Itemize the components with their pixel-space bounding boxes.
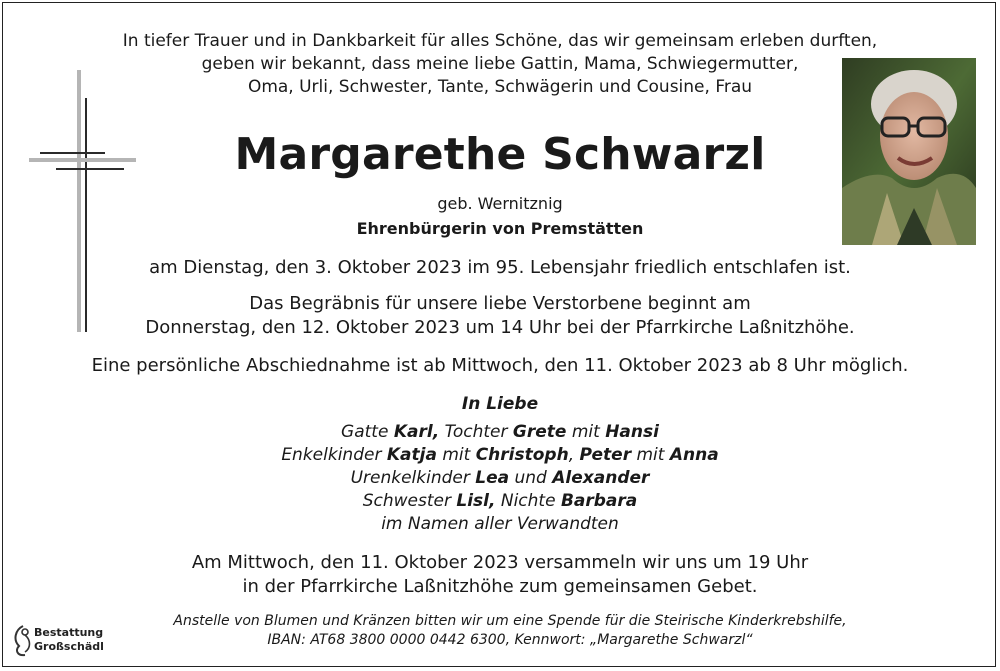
family-heading: In Liebe xyxy=(461,394,539,414)
funeral-home-name: Bestattung Großschädl xyxy=(34,626,104,653)
donation-line-2: IBAN: AT68 3800 0000 0442 6300, Kennwort: „Margarethe Schwarzl“ xyxy=(267,632,753,648)
honorary-title: Ehrenbürgerin von Premstätten xyxy=(356,219,644,238)
intro-line-3: Oma, Urli, Schwester, Tante, Schwägerin und Cousine, Frau xyxy=(247,77,753,97)
funeral-line-1: Das Begräbnis für unsere liebe Verstorbene beginnt am xyxy=(249,293,751,314)
maiden-name: geb. Wernitznig xyxy=(437,194,563,213)
donation-line-1: Anstelle von Blumen und Kränzen bitten wir um eine Spende für die Steirische Kinderkrebshilfe, xyxy=(173,613,847,629)
family-line-4: Schwester Lisl, Nichte Barbara xyxy=(362,491,638,511)
family-line-3: Urenkelkinder Lea und Alexander xyxy=(350,468,650,488)
intro-line-2: geben wir bekannt, dass meine liebe Gattin, Mama, Schwiegermutter, xyxy=(201,54,799,74)
funeral-line-2: Donnerstag, den 12. Oktober 2023 um 14 Uhr bei der Pfarrkirche Laßnitzhöhe. xyxy=(145,317,855,338)
farewell-notice: Eine persönliche Abschiednahme ist ab Mittwoch, den 11. Oktober 2023 ab 8 Uhr möglich. xyxy=(91,355,909,376)
deceased-name: Margarethe Schwarzl xyxy=(234,129,766,180)
family-line-5: im Namen aller Verwandten xyxy=(381,514,619,534)
prayer-line-1: Am Mittwoch, den 11. Oktober 2023 versammeln wir uns um 19 Uhr xyxy=(191,552,809,573)
death-notice: am Dienstag, den 3. Oktober 2023 im 95. Lebensjahr friedlich entschlafen ist. xyxy=(149,257,851,278)
intro-line-1: In tiefer Trauer und in Dankbarkeit für alles Schöne, das wir gemeinsam erleben durften, xyxy=(122,31,878,51)
prayer-line-2: in der Pfarrkirche Laßnitzhöhe zum gemeinsamen Gebet. xyxy=(242,576,758,597)
family-line-2: Enkelkinder Katja mit Christoph, Peter mit Anna xyxy=(281,445,719,465)
family-line-1: Gatte Karl, Tochter Grete mit Hansi xyxy=(341,422,659,442)
